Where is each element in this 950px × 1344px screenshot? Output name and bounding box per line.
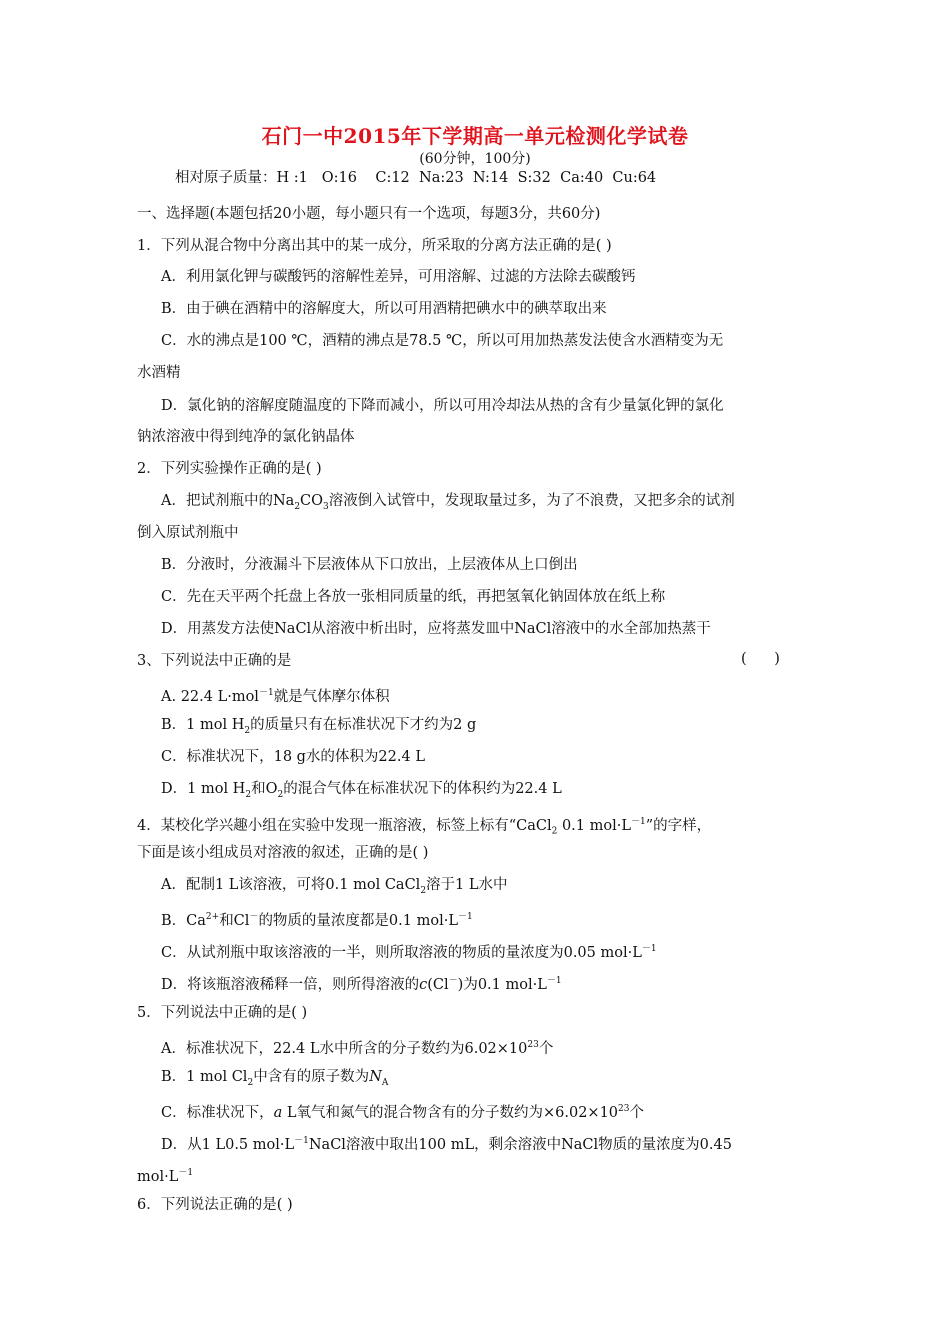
question-5-option-c: C．标准状况下，a L氧气和氮气的混合物含有的分子数约为$\times 6.02\times 10^{23}$个: [161, 1104, 644, 1121]
question-1-option-d-cont: 钠浓溶液中得到纯净的氯化钠晶体: [137, 429, 355, 445]
question-5-option-a: A．标准状况下，22.4 L水中所含的分子数约为$6.02\times 10^{23}$个: [161, 1040, 554, 1057]
question-2-option-c: C．先在天平两个托盘上各放一张相同质量的纸，再把氢氧化钠固体放在纸上称: [161, 589, 666, 605]
question-5-option-b: B．1 mol $Cl_2$中含有的原子数为$N_A$: [161, 1069, 389, 1088]
question-3-stem: 3、下列说法中正确的是: [137, 653, 292, 669]
question-5-stem: 5．下列说法中正确的是( ): [137, 1005, 308, 1021]
question-3-option-a: A. 22.4 L·mol$^{-1}$就是气体摩尔体积: [161, 688, 390, 705]
question-5-option-d: D．从1 L0.5 $mol\cdot L^{-1}NaCl$溶液中取出100 mL，剩余溶液中NaCl物质的量浓度为0.45: [161, 1136, 732, 1153]
question-2-option-a-cont: 倒入原试剂瓶中: [137, 525, 239, 541]
question-5-option-d-cont: $mol\cdot L^{-1}$: [137, 1168, 194, 1185]
question-2-option-d: D．用蒸发方法使NaCl从溶液中析出时，应将蒸发皿中NaCl溶液中的水全部加热蒸干: [161, 621, 711, 637]
question-4-stem-cont: 下面是该小组成员对溶液的叙述，正确的是( ): [137, 845, 429, 861]
question-3-option-b: B．1 mol $H_2$的质量只有在标准状况下才约为2 g: [161, 717, 477, 736]
question-4-option-b: B．$Ca^{2+}$和Cl－的物质的量浓度都是0.1 $mol\cdot L^{-1}$: [161, 912, 473, 929]
question-2-option-a: A．把试剂瓶中的$Na_2CO_3$溶液倒入试管中，发现取量过多，为了不浪费，又把多余的试剂: [161, 493, 735, 512]
question-4-option-d: D．将该瓶溶液稀释一倍，则所得溶液的c(Cl－)为0.1 $mol\cdot L^{-1}$: [161, 976, 562, 993]
section-heading: 一、选择题(本题包括20小题，每小题只有一个选项，每题3分，共60分): [137, 206, 601, 222]
question-6-stem: 6．下列说法正确的是( ): [137, 1197, 293, 1213]
question-1-option-b: B．由于碘在酒精中的溶解度大，所以可用酒精把碘水中的碘萃取出来: [161, 301, 607, 317]
question-2-stem: 2．下列实验操作正确的是( ): [137, 461, 322, 477]
question-3-answer-paren: ( ): [741, 651, 780, 667]
question-1-stem: 1．下列从混合物中分离出其中的某一成分，所采取的分离方法正确的是( ): [137, 238, 612, 254]
question-4-option-c: C．从试剂瓶中取该溶液的一半，则所取溶液的物质的量浓度为0.05 $mol\cdot L^{-1}$: [161, 944, 657, 961]
question-1-option-c-cont: 水酒精: [137, 365, 181, 381]
question-2-option-b: B．分液时，分液漏斗下层液体从下口放出，上层液体从上口倒出: [161, 557, 578, 573]
question-3-option-d: D．1 mol $H_2$和$O_2$的混合气体在标准状况下的体积约为22.4 L: [161, 781, 562, 800]
atomic-masses: 相对原子质量：H :1 O:16 C:12 Na:23 N:14 S:32 Ca:40 Cu:64: [175, 170, 657, 186]
page-title: 石门一中2015年下学期高一单元检测化学试卷: [261, 124, 689, 148]
question-1-option-c: C．水的沸点是100 ℃，酒精的沸点是78.5 ℃，所以可用加热蒸发法使含水酒精变为无: [161, 333, 724, 349]
exam-duration-score: (60分钟，100分): [419, 151, 531, 167]
question-4-option-a: A．配制1 L该溶液，可将0.1 mol CaCl$_2$溶于1 L水中: [161, 877, 508, 896]
question-4-stem: 4．某校化学兴趣小组在实验中发现一瓶溶液，标签上标有“CaCl$_2$ 0.1 $mol\cdot L^{-1}$”的字样，: [137, 817, 712, 837]
question-1-option-d: D．氯化钠的溶解度随温度的下降而减小，所以可用冷却法从热的含有少量氯化钾的氯化: [161, 398, 724, 414]
question-1-option-a: A．利用氯化钾与碳酸钙的溶解性差异，可用溶解、过滤的方法除去碳酸钙: [161, 269, 636, 285]
question-3-option-c: C．标准状况下，18 g水的体积为22.4 L: [161, 749, 425, 765]
